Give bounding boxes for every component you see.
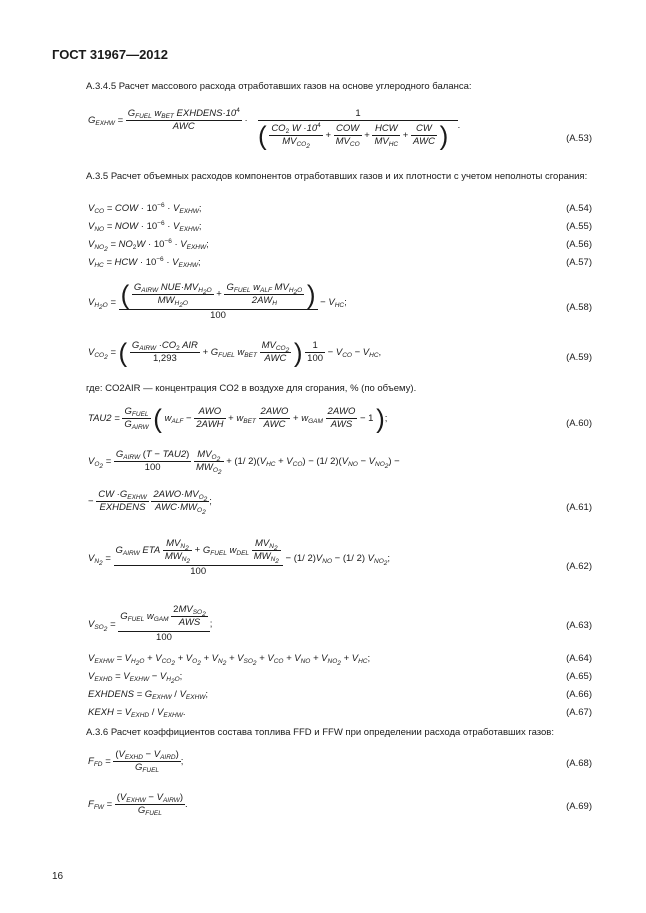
equation-a56: $V_{NO_2} = NO_2W \cdot 10^{-6} \cdot V_{EXHW}$; — [88, 238, 209, 253]
equation-a63: $V_{SO_2}$ = $G_{FUEL}$ $w_{GAM}$ $\frac{2MV_{SO_2}}{\text{AWS}}$ 100 ; — [88, 604, 213, 643]
equation-number-a60: (А.60) — [566, 418, 592, 429]
equation-a53-denominator: 1 ( $\frac{CO_2 W \cdot 10^4}{MV_{CO_2}}$ + $\frac{\text{COW}}{MV_{CO}}$ + $\frac{\text{HCW}}{MV_{HC}}$ + $\frac{CW}{\text{AWC}}$ ) — [258, 108, 458, 148]
equation-number-a54: (А.54) — [566, 203, 592, 214]
equation-a61-line1: $V_{O_2}$ = $\frac{G_{AIRW} (T - TAU2)}{100}$ $\frac{MV_{O_2}}{MW_{O_2}}$ + (1/ $2)(V_{HC} + V_{CO}) - (1/$ $2)(V_{NO} - V_{NO_2})$ − — [88, 449, 400, 476]
equation-a69: $F_{FW}$ = $\frac{(V_{EXHW} - V_{AIRW})}{G_{FUEL}}$ . — [88, 792, 188, 817]
equation-number-a59: (А.59) — [566, 352, 592, 363]
equation-number-a61: (А.61) — [566, 502, 592, 513]
equation-number-a64: (А.64) — [566, 653, 592, 664]
equation-a68: $F_{FD}$ = $\frac{(V_{EXHD} - V_{AIRD})}{G_{FUEL}}$ ; — [88, 749, 184, 774]
equation-number-a57: (А.57) — [566, 257, 592, 268]
section-a3-4-5-text: А.3.4.5 Расчет массового расхода отработавших газов на основе углеродного баланса: — [86, 81, 472, 92]
equation-a66: EXHDENS = $G_{EXHW} / V_{EXHW}$; — [88, 689, 209, 701]
equation-a65: $V_{EXHD} = V_{EXHW} - V_{H_2O}$; — [88, 671, 183, 685]
equation-number-a66: (А.66) — [566, 689, 592, 700]
equation-a64: $V_{EXHW} = V_{H_2O} + V_{CO_2} + V_{O_2} + V_{N_2} + V_{SO_2} + V_{CO} + V_{NO} + V_{NO_2} + V_{HC}$; — [88, 653, 371, 667]
document-header: ГОСТ 31967—2012 — [52, 47, 168, 62]
equation-a67: KEXH = $V_{EXHD} / V_{EXHW}$. — [88, 707, 186, 719]
section-a3-5-text: А.3.5 Расчет объемных расходов компонентов отработавших газов и их плотности с учетом неполноты сгорания: — [86, 171, 588, 182]
section-a3-6-text: А.3.6 Расчет коэффициентов состава топлива FFD и FFW при определении расхода отработавших газов: — [86, 727, 554, 738]
equation-number-a69: (А.69) — [566, 801, 592, 812]
equation-number-a67: (А.67) — [566, 707, 592, 718]
co2air-definition: где: CO2AIR — концентрация CO2 в воздухе для сгорания, % (по объему). — [86, 383, 417, 394]
equation-number-a55: (А.55) — [566, 221, 592, 232]
equation-a62: $V_{N_2}$ = $G_{AIRW}$ ETA $\frac{MV_{N_2}}{MW_{N_2}}$ + $G_{FUEL}$ $w_{DEL}$ $\frac{MV_{N_2}}{MW_{N_2}}$ 100 − (1/ $2)V_{NO} - (1/$ 2) $V_{NO_2}$; — [88, 538, 391, 577]
equation-a60: TAU2 = $\frac{G_{FUEL}}{G_{AIRW}}$ ( $w_{ALF}$ − $\frac{\text{AWO}}{\text{2AWH}}$ + $w_{BET}$ $\frac{\text{2AWO}}{\text{AWC}}$ + $w_{GAM}$ $\frac{\text{2AWO}}{\text{AWS}}$ − 1 ); — [88, 403, 388, 434]
equation-number-a65: (А.65) — [566, 671, 592, 682]
equation-a61-line2: − $\frac{CW \cdot G_{EXHW}}{\text{EXHDENS}}$ $\frac{2AWO\cdot MV_{O_2}}{AWC\cdot MW_{O_2}}$ ; — [88, 489, 212, 516]
equation-number-a53: (А.53) — [566, 133, 592, 144]
equation-number-a56: (А.56) — [566, 239, 592, 250]
equation-number-a62: (А.62) — [566, 561, 592, 572]
equation-a55: $V_{NO}$ = NOW · $10^{-6} \cdot V_{EXHW}$; — [88, 220, 202, 233]
equation-number-a58: (А.58) — [566, 302, 592, 313]
equation-a53: $G_{EXHW}$ = $\frac{G_{FUEL} w_{BET} EXHDENS\cdot 10^4}{\text{AWC}}$ · — [88, 107, 248, 132]
page-number: 16 — [52, 871, 64, 882]
equation-a58: $V_{H_2O}$ = ( $\frac{G_{AIRW} NUE\cdot MV_{H_2O}}{MW_{H_2O}}$ + $\frac{G_{FUEL} w_{ALF} MV_{H_2O}}{2AW_H}$ ) 100 − $V_{HC}$; — [88, 279, 347, 321]
equation-number-a63: (А.63) — [566, 620, 592, 631]
equation-a57: $V_{HC}$ = HCW · $10^{-6} \cdot V_{EXHW}$; — [88, 256, 201, 269]
equation-a59: $V_{CO_2}$ = ( $\frac{G_{AIRW} \cdot CO_2 AIR}{1,293}$ + $G_{FUEL}$ $w_{BET}$ $\frac{MV_{CO_2}}{\text{AWC}}$ ) $\frac{1}{100}$ − $V_{CO} - V_{HC}$, — [88, 337, 382, 368]
equation-a54: $V_{CO}$ = COW · $10^{-6} \cdot V_{EXHW}$; — [88, 202, 202, 215]
equation-number-a68: (А.68) — [566, 758, 592, 769]
